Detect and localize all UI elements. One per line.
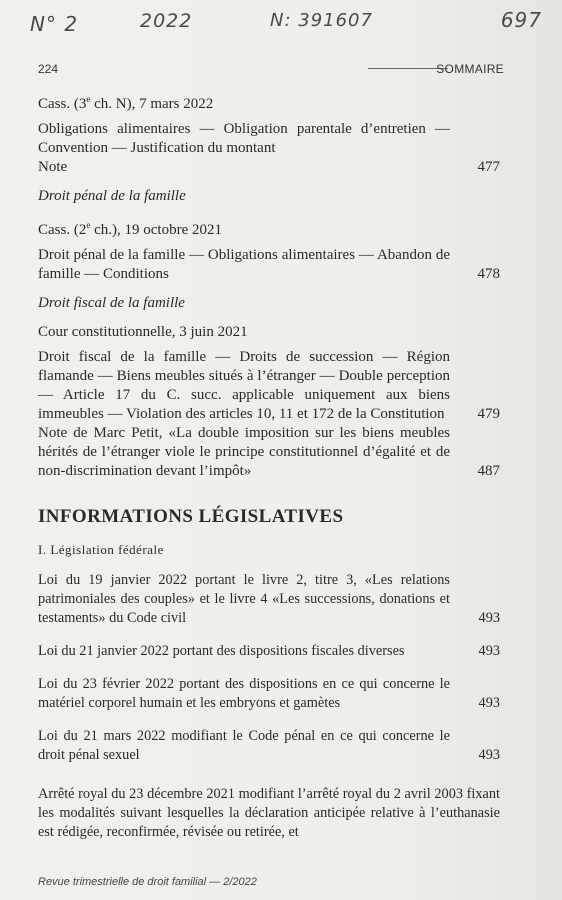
court-decision: Cass. (2e ch.), 19 octobre 2021	[38, 220, 222, 238]
toc-entry-page: 479	[477, 406, 500, 422]
section-title: INFORMATIONS LÉGISLATIVES	[38, 506, 344, 527]
running-header	[38, 60, 504, 78]
toc-entry	[38, 158, 500, 177]
toc-entry-page: 477	[477, 159, 500, 175]
toc-entry	[38, 120, 500, 158]
toc-entry-page: 487	[477, 463, 500, 479]
law-entry	[38, 571, 500, 628]
law-entry-text: Loi du 21 janvier 2022 portant des dispositions fiscales diverses	[38, 643, 405, 659]
section-label: SOMMAIRE	[436, 62, 504, 76]
category-heading: Droit pénal de la famille	[38, 188, 186, 204]
toc-entry-page: 478	[477, 266, 500, 282]
law-entry-page: 493	[478, 643, 500, 659]
law-entry	[38, 642, 500, 661]
toc-entry-text: Note de Marc Petit, «La double imposition sur les biens meubles hérités de l’étranger viole le principe constitutionnel d’égalité et de non-discrimination devant l’impôt»	[38, 425, 450, 479]
law-entry-text: Loi du 21 mars 2022 modifiant le Code pénal en ce qui concerne le droit pénal sexuel	[38, 728, 450, 763]
page-number: 224	[38, 62, 59, 76]
toc-entry	[38, 348, 500, 424]
law-entry	[38, 675, 500, 713]
toc-entry-text: Droit fiscal de la famille — Droits de succession — Région flamande — Biens meubles situés à l’étranger — Double perception — Article 17 du C. succ. applicable uniquement aux biens immeubles — Violation des articles 10, 11 et 172 de la Constitution	[38, 349, 450, 422]
decree-entry-text: Arrêté royal du 23 décembre 2021 modifiant l’arrêté royal du 2 avril 2003 fixant les modalités suivant lesquelles la déclaration anticipée relative à l’euthanasie est rédigée, reconfirmée, révisée ou retirée, et	[38, 786, 500, 840]
handwritten-year: 2022	[140, 10, 193, 32]
toc-entry-text: Droit pénal de la famille — Obligations alimentaires — Abandon de famille — Conditions	[38, 247, 450, 282]
toc-content	[38, 90, 500, 842]
law-entry-text: Loi du 19 janvier 2022 portant le livre 2, titre 3, «Les relations patrimoniales des couples» et le livre 4 «Les successions, donations et testaments» du Code civil	[38, 572, 450, 626]
law-entry-page: 493	[478, 695, 500, 711]
handwritten-reference: N: 391607	[270, 10, 373, 31]
toc-entry	[38, 424, 500, 481]
law-entry-text: Loi du 23 février 2022 portant des dispositions en ce qui concerne le matériel corporel humain et les embryons et gamètes	[38, 676, 450, 711]
handwritten-page-note: 697	[500, 8, 542, 32]
handwritten-issue-number: N° 2	[30, 12, 79, 36]
subsection-title: I. Législation fédérale	[38, 542, 164, 557]
law-entry-page: 493	[478, 610, 500, 626]
court-decision: Cour constitutionnelle, 3 juin 2021	[38, 324, 248, 340]
toc-entry	[38, 246, 500, 284]
toc-entry-text: Note	[38, 159, 68, 175]
handwritten-annotations	[30, 6, 552, 40]
law-entry	[38, 727, 500, 765]
law-entry-page: 493	[478, 747, 500, 763]
toc-entry-text: Obligations alimentaires — Obligation parentale d’entretien — Convention — Justification du montant	[38, 121, 450, 156]
court-decision: Cass. (3e ch. N), 7 mars 2022	[38, 94, 214, 112]
page-footer: Revue trimestrielle de droit familial — 2/2022	[38, 876, 257, 888]
category-heading: Droit fiscal de la famille	[38, 295, 185, 311]
